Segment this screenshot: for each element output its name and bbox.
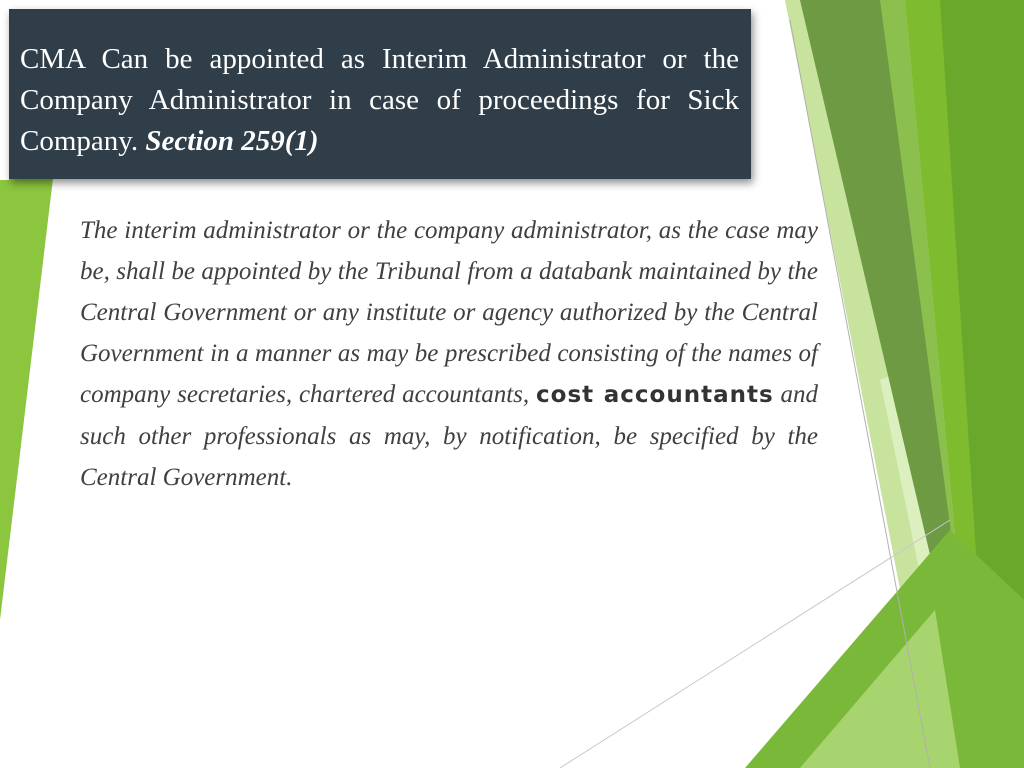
title-text: CMA Can be appointed as Interim Administrator or the Company Administrator in case of proceedings for Sick Company. <box>20 43 739 157</box>
body-paragraph <box>80 210 818 498</box>
slide-title <box>20 39 739 162</box>
body-text-part2: and such other professionals as may, by notification, be specified by the Central Government. <box>80 381 819 491</box>
left-green-bar <box>0 120 60 620</box>
title-section-ref: Section 259(1) <box>145 125 319 157</box>
body-text-part1: The interim administrator or the company administrator, as the case may be, shall be appointed by the Tribunal from a databank maintained by the Central Government or any institute or agency authorized by the Central Government in a manner as may be prescribed consisting of the names of company secretaries, chartered accountants, <box>80 217 818 408</box>
title-box <box>9 9 751 179</box>
body-emphasis: cost accountants <box>536 382 774 408</box>
